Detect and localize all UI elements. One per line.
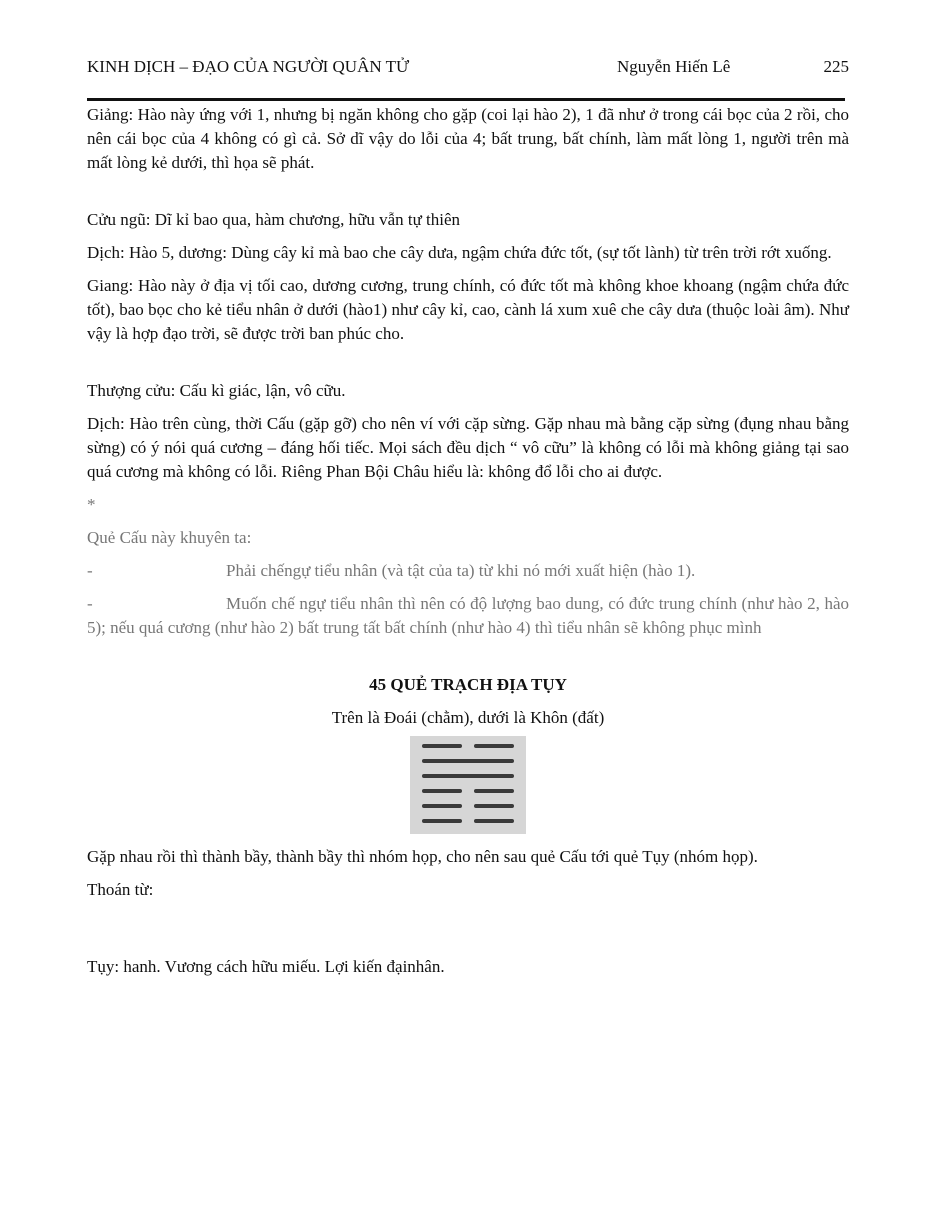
section-heading: 45 QUẺ TRẠCH ĐỊA TỤY <box>369 675 567 694</box>
advice-item-1-text: Phải chếngự tiểu nhân (và tật của ta) từ khi nó mới xuất hiện (hào 1). <box>226 561 696 580</box>
hexagram-image <box>410 736 526 834</box>
document-page <box>87 0 849 1210</box>
list-dash: - <box>87 594 93 613</box>
author-name: Nguyễn Hiến Lê <box>617 57 731 76</box>
hexagram-broken-line-segment <box>422 819 462 823</box>
hexagram-broken-line-segment <box>474 789 514 793</box>
paragraph-thoan-tu: Thoán từ: <box>87 880 154 899</box>
paragraph-cuu-ngu: Cửu ngũ: Dĩ kỉ bao qua, hàm chương, hữu vẫn tự thiên <box>87 210 461 229</box>
section-subtitle: Trên là Đoái (chằm), dưới là Khôn (đất) <box>331 708 605 727</box>
paragraph-transition: Gặp nhau rồi thì thành bầy, thành bầy thì nhóm họp, cho nên sau quẻ Cấu tới quẻ Tụy (nhóm họp). <box>87 847 758 866</box>
hexagram-solid-line <box>422 774 514 778</box>
paragraph-giang-4: Giảng: Hào này ứng với 1, nhưng bị ngăn không cho gặp (coi lại hào 2), 1 đã như ở trong cái bọc của 2 rồi, cho nên cái bọc của 4 không có gì cả. Sở dĩ vậy do lỗi của 4; bất trung, bất chính, làm mất lòng 1, người trên mà mất lòng kẻ dưới, thì họa sẽ phát. <box>87 105 849 172</box>
header-rule <box>87 98 845 101</box>
separator-star: * <box>87 495 96 514</box>
advice-item-2-text: Muốn chế ngự tiểu nhân thì nên có độ lượng bao dung, có đức trung chính (như hào 2, hào 5); nếu quá cương (như hào 2) bất trung tất bất chính (như hào 4) thì tiểu nhân sẽ không phục mình <box>87 594 849 637</box>
hexagram-broken-line-segment <box>474 804 514 808</box>
paragraph-thuong-cuu: Thượng cửu: Cấu kì giác, lận, vô cữu. <box>87 381 346 400</box>
page-number: 225 <box>823 57 849 76</box>
advice-item-1 <box>87 559 849 583</box>
list-dash: - <box>87 561 93 580</box>
paragraph-tuy: Tụy: hanh. Vương cách hữu miếu. Lợi kiến đạinhân. <box>87 957 445 976</box>
hexagram-broken-line-segment <box>474 744 514 748</box>
hexagram-broken-line-segment <box>474 819 514 823</box>
paragraph-giang-5: Giang: Hào này ở địa vị tối cao, dương cương, trung chính, có đức tốt mà không khoe khoang (ngậm chứa đức tốt), bao bọc cho kẻ tiểu nhân ở dưới (hào1) như cây kỉ, cao, cành lá xum xuê che cây dưa (thuộc loài âm). Như vậy là hợp đạo trời, sẽ được trời ban phúc cho. <box>87 276 849 343</box>
page-header <box>87 57 849 81</box>
advice-item-2 <box>87 592 849 640</box>
hexagram-solid-line <box>422 759 514 763</box>
page-body <box>87 103 849 979</box>
hexagram-broken-line-segment <box>422 789 462 793</box>
hexagram-broken-line-segment <box>422 744 462 748</box>
paragraph-dich-5: Dịch: Hào 5, dương: Dùng cây kỉ mà bao che cây dưa, ngậm chứa đức tốt, (sự tốt lành) từ trên trời rớt xuống. <box>87 243 832 262</box>
paragraph-dich-6: Dịch: Hào trên cùng, thời Cấu (gặp gỡ) cho nên ví với cặp sừng. Gặp nhau mà bằng cặp sừng (đụng nhau bằng sừng) có ý nói quá cương – đáng hối tiếc. Mọi sách đều dịch “ vô cữu” là không có lỗi mà không giảng tại sao quá cương mà không có lỗi. Riêng Phan Bội Châu hiểu là: không đổ lỗi cho ai được. <box>87 414 849 481</box>
book-title: KINH DỊCH – ĐẠO CỦA NGƯỜI QUÂN TỬ <box>87 57 410 76</box>
hexagram-broken-line-segment <box>422 804 462 808</box>
paragraph-advice-intro: Quẻ Cấu này khuyên ta: <box>87 528 252 547</box>
